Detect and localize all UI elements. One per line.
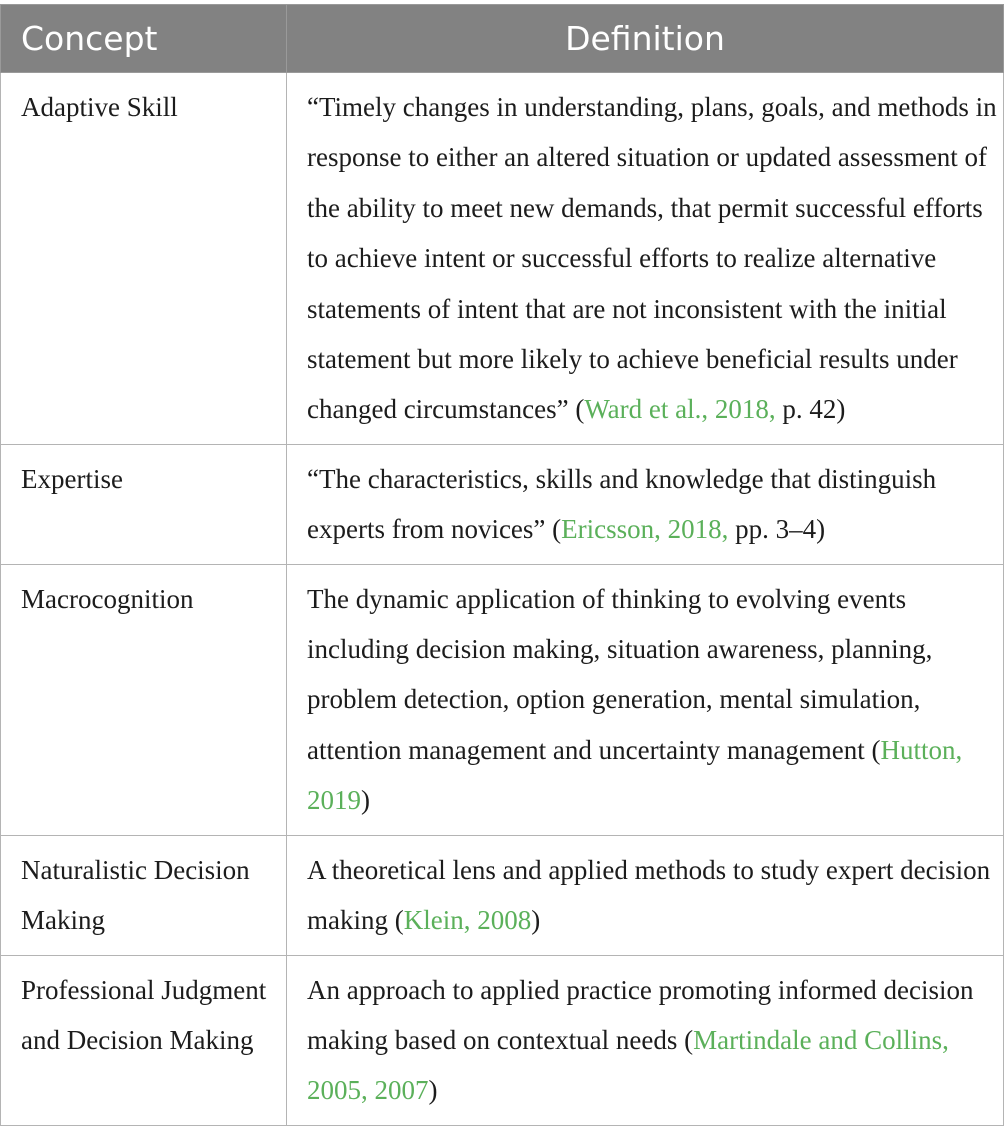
citation-link[interactable]: Ericsson, 2018, xyxy=(561,514,729,545)
citation-link[interactable]: Ward et al., 2018, xyxy=(584,394,776,425)
definition-cell xyxy=(287,564,1004,835)
table-row xyxy=(1,955,1004,1125)
table-row xyxy=(1,564,1004,835)
concept-cell: Professional Judgment and Decision Making xyxy=(1,955,287,1125)
concept-cell: Adaptive Skill xyxy=(1,73,287,445)
definition-suffix: ) xyxy=(428,1075,438,1106)
definition-text: “The characteristics, skills and knowledge that distinguish experts from novices” ( xyxy=(307,463,937,545)
table-body xyxy=(1,73,1004,1126)
table-row xyxy=(1,835,1004,955)
definition-suffix: pp. 3–4) xyxy=(728,514,826,545)
citation-link[interactable]: Martindale and Collins, 2005, 2007 xyxy=(307,1024,949,1106)
definition-text: A theoretical lens and applied methods to study expert decision making ( xyxy=(307,854,991,936)
definition-text: The dynamic application of thinking to evolving events including decision making, situation awareness, planning, problem detection, option generation, mental simulation, attention management and uncertainty management ( xyxy=(307,583,933,765)
table-row xyxy=(1,73,1004,445)
definition-suffix: p. 42) xyxy=(775,394,846,425)
concept-cell: Macrocognition xyxy=(1,564,287,835)
definition-text: “Timely changes in understanding, plans, goals, and methods in response to either an altered situation or updated assessment of the ability to meet new demands, that permit successful efforts to achieve intent or successful efforts to realize alternative statements of intent that are not inconsistent with the initial statement but more likely to achieve beneficial results under changed circumstances” ( xyxy=(307,92,997,425)
table-row xyxy=(1,444,1004,564)
concept-cell: Naturalistic Decision Making xyxy=(1,835,287,955)
concept-cell: Expertise xyxy=(1,444,287,564)
header-concept: Concept xyxy=(1,5,287,73)
definition-suffix: ) xyxy=(361,785,370,816)
definition-cell xyxy=(287,73,1004,445)
concepts-table xyxy=(0,4,1004,1126)
definition-cell xyxy=(287,835,1004,955)
definition-text: An approach to applied practice promoting informed decision making based on contextual needs ( xyxy=(307,974,974,1055)
definition-suffix: ) xyxy=(531,905,541,936)
definition-cell xyxy=(287,955,1004,1125)
citation-link[interactable]: Hutton, 2019 xyxy=(307,734,963,816)
table-header xyxy=(1,5,1004,73)
definition-cell xyxy=(287,444,1004,564)
header-definition: Definition xyxy=(287,5,1004,73)
citation-link[interactable]: Klein, 2008 xyxy=(403,905,532,936)
header-row xyxy=(1,5,1004,73)
